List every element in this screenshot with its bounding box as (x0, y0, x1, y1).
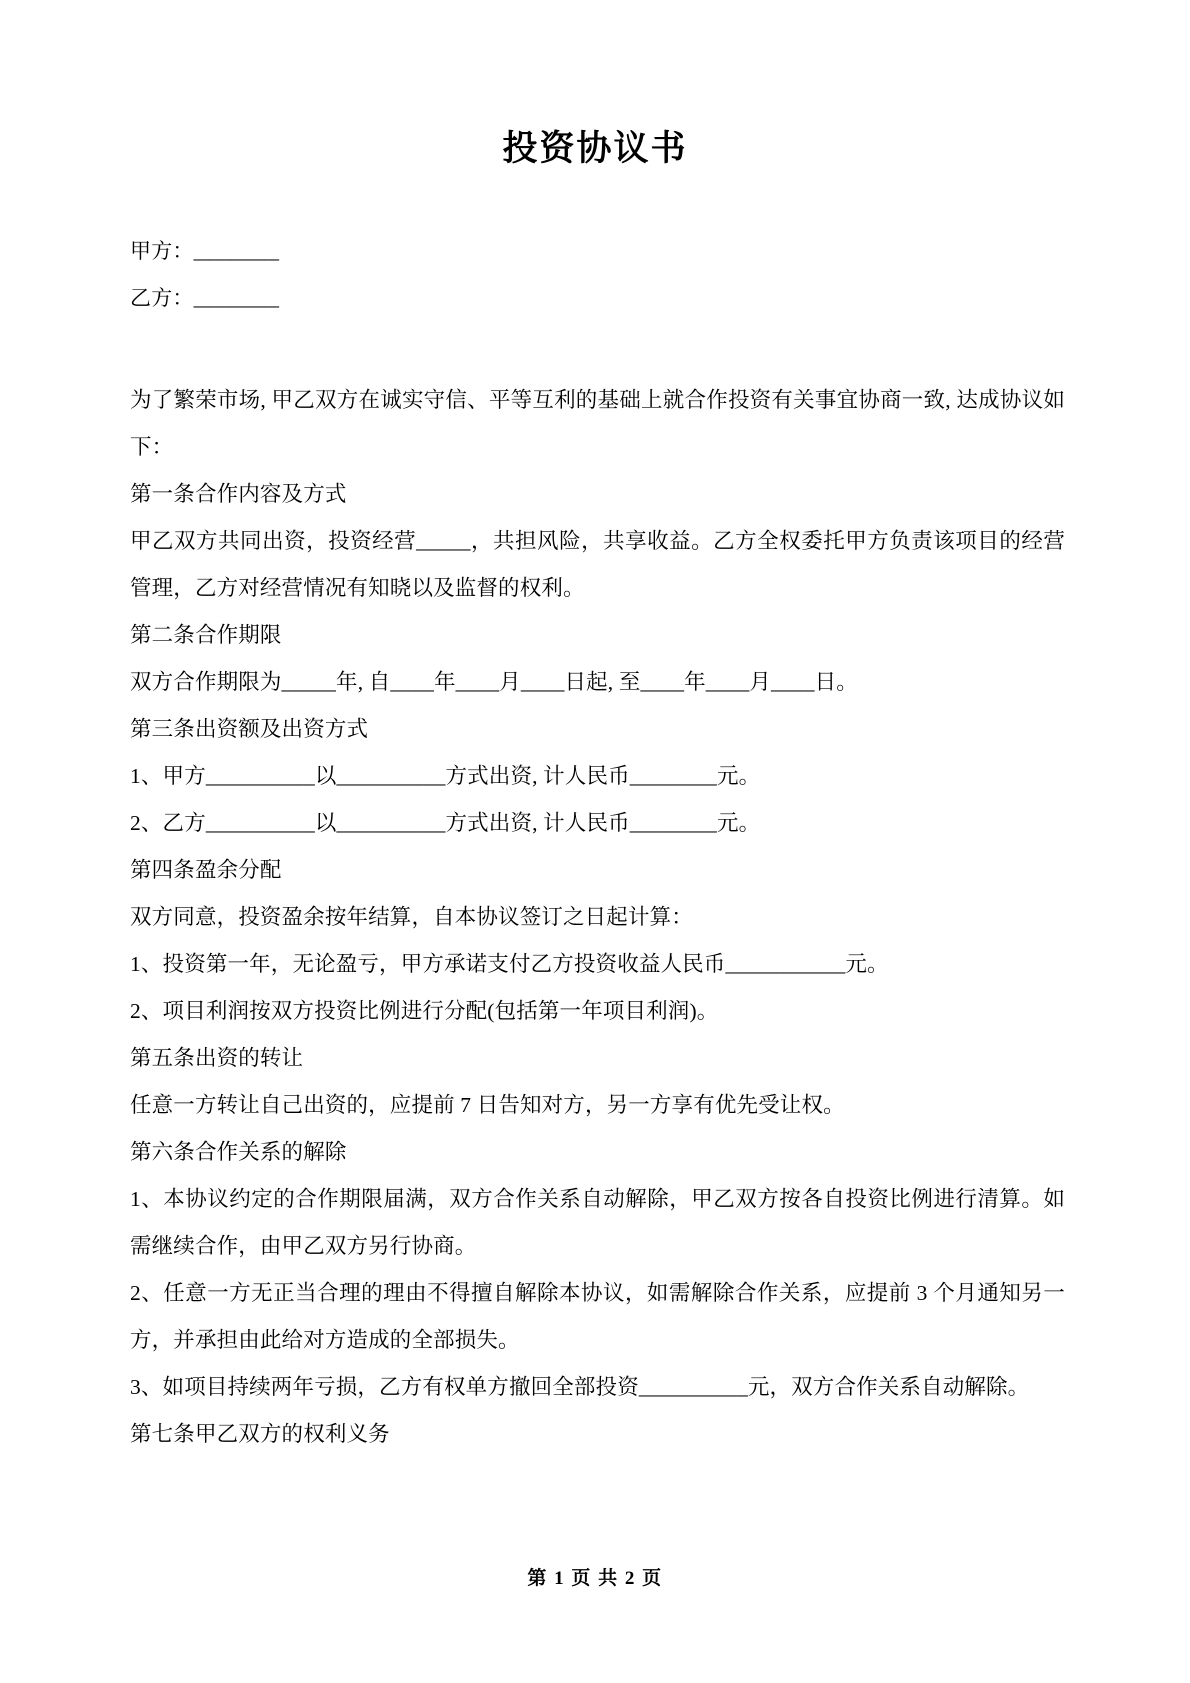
page-footer: 第 1 页 共 2 页 (527, 1568, 663, 1589)
section-spacer (130, 322, 1065, 377)
preamble-paragraph: 为了繁荣市场, 甲乙双方在诚实守信、平等互利的基础上就合作投资有关事宜协商一致, 达成协议如下： (130, 388, 1065, 459)
clause-6-item-2: 2、任意一方无正当合理的理由不得擅自解除本协议，如需解除合作关系，应提前 3 个月通知另一方，并承担由此给对方造成的全部损失。 (130, 1281, 1065, 1352)
clause-6-item-1: 1、本协议约定的合作期限届满，双方合作关系自动解除，甲乙双方按各自投资比例进行清算。如需继续合作，由甲乙双方另行协商。 (130, 1187, 1065, 1258)
clause-heading-3: 第三条出资额及出资方式 (130, 717, 369, 741)
clause-3-item-1: 1、甲方__________以__________方式出资, 计人民币________元。 (130, 764, 761, 788)
clause-1-item-1: 甲乙双方共同出资，投资经营_____，共担风险，共享收益。乙方全权委托甲方负责该项目的经营管理，乙方对经营情况有知晓以及监督的权利。 (130, 529, 1065, 600)
clause-heading-1: 第一条合作内容及方式 (130, 482, 347, 506)
clause-4-item-3: 2、项目利润按双方投资比例进行分配(包括第一年项目利润)。 (130, 999, 719, 1023)
clause-4-item-2: 1、投资第一年，无论盈亏，甲方承诺支付乙方投资收益人民币___________元。 (130, 952, 889, 976)
clause-3-item-2: 2、乙方__________以__________方式出资, 计人民币________元。 (130, 811, 761, 835)
clause-2-item-1: 双方合作期限为_____年, 自____年____月____日起, 至____年____月____日。 (130, 670, 858, 694)
clause-4-item-1: 双方同意，投资盈余按年结算，自本协议签订之日起计算： (130, 905, 693, 929)
page-title: 投资协议书 (502, 129, 688, 168)
clause-heading-7: 第七条甲乙双方的权利义务 (130, 1422, 390, 1446)
clause-heading-6: 第六条合作关系的解除 (130, 1140, 347, 1164)
clause-6-item-3: 3、如项目持续两年亏损，乙方有权单方撤回全部投资__________元，双方合作关系自动解除。 (130, 1375, 1030, 1399)
clause-heading-5: 第五条出资的转让 (130, 1046, 304, 1070)
clause-5-item-1: 任意一方转让自己出资的，应提前 7 日告知对方，另一方享有优先受让权。 (130, 1093, 845, 1117)
party-line-yifang: 乙方：________ (130, 286, 280, 310)
clause-heading-4: 第四条盈余分配 (130, 858, 282, 882)
document-body (0, 170, 1190, 1458)
party-line-jiafang: 甲方：________ (130, 239, 280, 263)
clause-heading-2: 第二条合作期限 (130, 623, 282, 647)
